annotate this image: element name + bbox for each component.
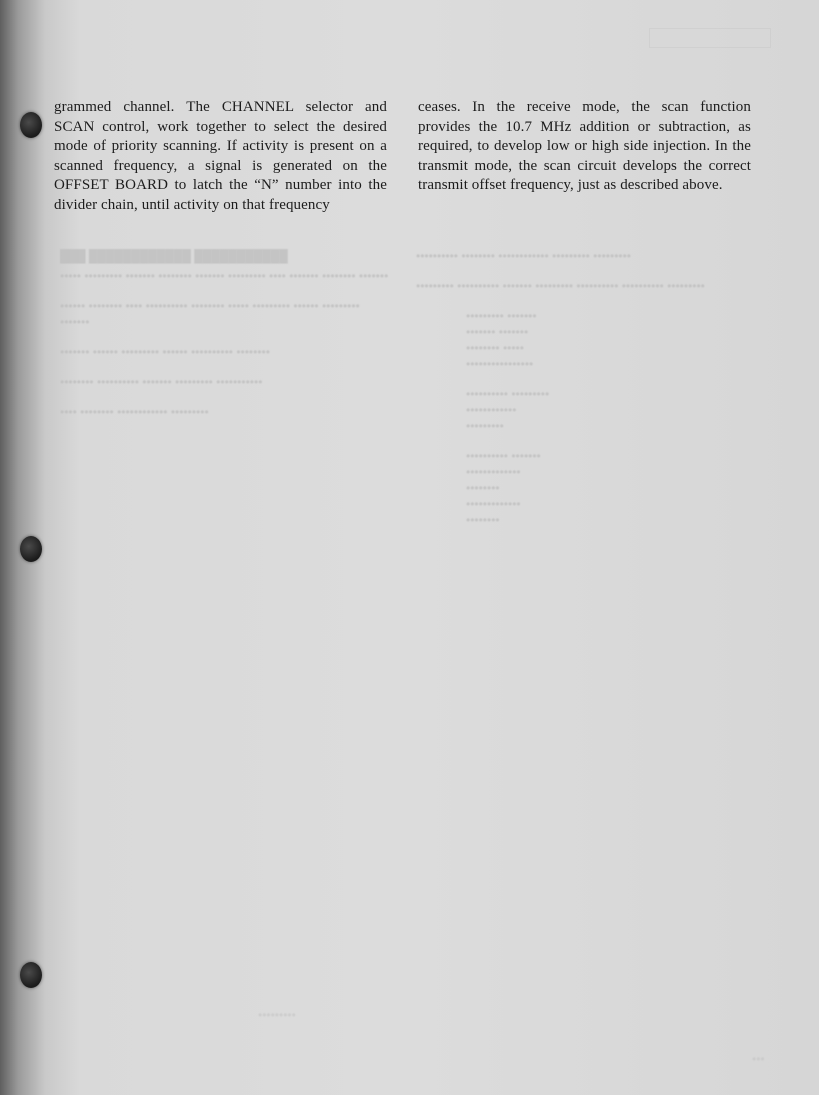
bleed-through-footer: •••••••••	[258, 1008, 296, 1022]
bleed-through-page-number: •••	[752, 1052, 765, 1066]
faint-stamp-mark	[649, 28, 771, 48]
left-column-text: grammed channel. The CHANNEL selector and SCAN control, work together to select the desired mode of priority scanning. If activity is present on a scanned frequency, a signal is generated on the OFFSET BOARD to latch the “N” number into the divider chain, until activity on that frequency	[54, 99, 387, 213]
bleed-through-left: ███ ████████████ ███████████ ••••• ••••••••• ••••••• •••••••• ••••••• ••••••••• •••• ••••••• •••••••• ••••••• •••••• •••••••• •••• •••••••••• •••••••• ••••• ••••••••• •••••• ••••••••• ••••••• ••••••• •••••• ••••••••• •••••• •••••••••• •••••••• •••••••• •••••••••• ••••••• ••••••••• ••••••••••• •••• •••••••• •••••••••••• •••••••••	[60, 249, 389, 419]
right-column-text: ceases. In the receive mode, the scan function provides the 10.7 MHz addition or subtraction, as required, to develop low or high side injection. In the transmit mode, the scan circuit develops the correct transmit offset frequency, just as described above.	[418, 99, 751, 194]
binder-hole-bottom	[20, 962, 42, 988]
binder-hole-top	[20, 112, 42, 138]
binder-hole-middle	[20, 536, 42, 562]
bleed-through-right: •••••••••• •••••••• •••••••••••• ••••••••• ••••••••• ••••••••• •••••••••• ••••••• ••••••••• •••••••••• •••••••••• ••••••••• ••••••••• ••••••• ••••••• ••••••• •••••••• ••••• •••••••••••••••• •••••••••• ••••••••• •••••••••••• ••••••••• •••••••••• ••••••• ••••••••••••• •••••••• ••••••••••••• ••••••••	[416, 249, 705, 527]
